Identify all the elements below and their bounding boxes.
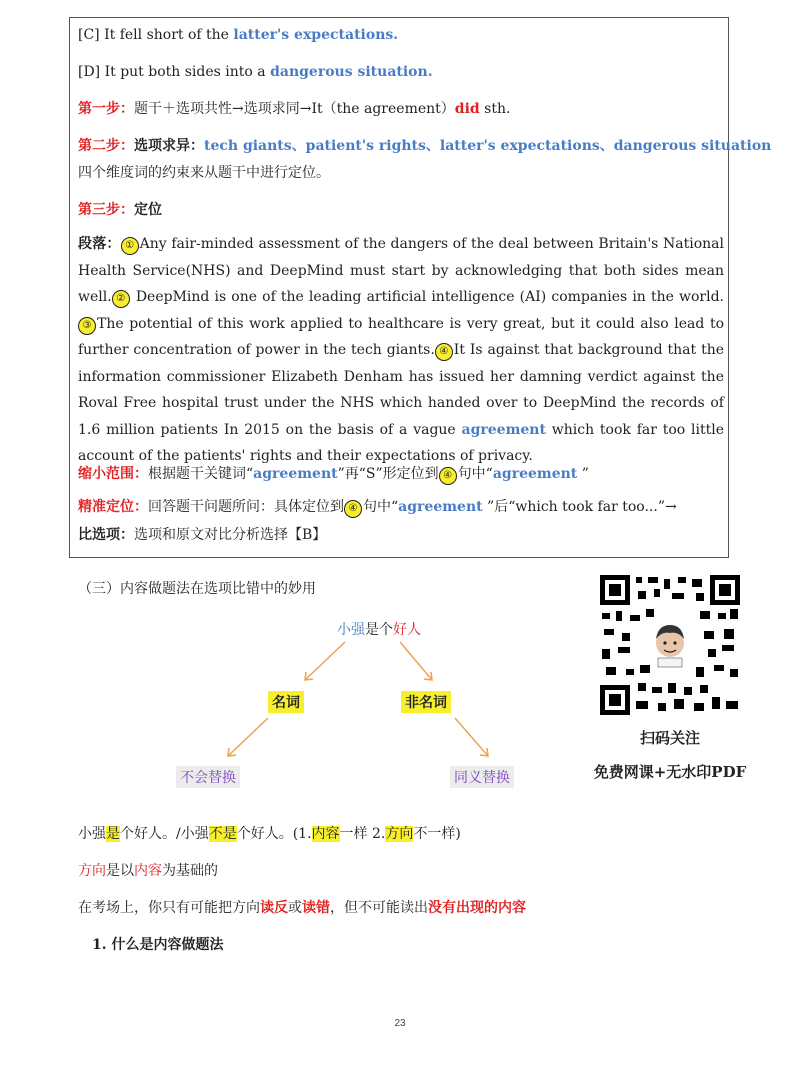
sentence-marker-3: ③: [78, 317, 96, 335]
promo-scan: 扫码关注: [639, 729, 700, 747]
diagram-no-replace: 不会替换: [176, 766, 240, 788]
diagram-non-noun: 非名词: [401, 691, 451, 713]
step-3: 第三步：定位: [78, 202, 162, 218]
page-number: 23: [394, 1018, 406, 1029]
sentence-marker-1: ①: [121, 237, 139, 255]
diagram-noun: 名词: [268, 691, 304, 713]
question-1-heading: 1. 什么是内容做题法: [92, 937, 224, 953]
arrow-left-leaf: [228, 718, 268, 756]
precise-locate: 精准定位：回答题干问题所问：具体定位到 ④ 句中“agreement ”后“which took far too...”→: [78, 497, 677, 518]
section-title: （三）内容做题法在选项比错中的妙用: [78, 581, 316, 597]
arrow-root-left: [305, 642, 345, 680]
arrow-right-leaf: [455, 718, 488, 756]
step-2: 第二步：选项求异：tech giants、patient's rights、latter's expectations、dangerous situation: [78, 138, 772, 154]
diagram-root: 小强是个好人: [337, 622, 421, 638]
sentence-marker-2: ②: [112, 290, 130, 308]
step-1: 第一步：题干＋选项共性→选项求同→It（the agreement）did sth.: [78, 101, 511, 117]
arrow-root-right: [400, 642, 432, 680]
promo-free: 免费网课+无水印PDF: [593, 763, 747, 781]
step-2-desc: 四个维度词的约束来从题干中进行定位。: [78, 165, 330, 181]
compare-options: 比选项：选项和原文对比分析选择【B】: [78, 527, 327, 543]
option-d: [D] It put both sides into a dangerous situation.: [78, 64, 433, 80]
exam-note: 在考场上，你只有可能把方向读反或读错，但不可能读出没有出现的内容: [78, 900, 526, 916]
diagram-synonym-replace: 同义替换: [450, 766, 514, 788]
narrow-scope: 缩小范围：根据题干关键词“agreement”再“S”形定位到 ④ 句中“agreement ”: [78, 464, 589, 485]
sentence-marker-4: ④: [435, 343, 453, 361]
qr-code: [600, 575, 740, 715]
option-c: [C] It fell short of the latter's expectations.: [78, 27, 399, 43]
direction-note: 方向是以内容为基础的: [78, 863, 218, 879]
source-paragraph: 段落： ① Any fair-minded assessment of the dangers of the deal between Britain's National Health Service(NHS) and DeepMind must start by acknowledging that both sides mean well. ② DeepMind is one of the leading artificial intelligence (AI) companies in the world. ③ The potential of this work applied to healthcare is very great, but it could also lead to further concentration of power in the tech giants. ④ It Is against that background that the information commissioner Elizabeth Denham has issued her damning verdict against the Roval Free hospital trust under the NHS which handed over to DeepMind the records of 1.6 million patients In 2015 on the basis of a vague agreement which took far too little account of the patients' rights and their expectations of privacy.: [78, 236, 724, 464]
example-sentence: 小强是个好人。/小强不是个好人。(1.内容一样 2.方向不一样): [78, 826, 461, 842]
